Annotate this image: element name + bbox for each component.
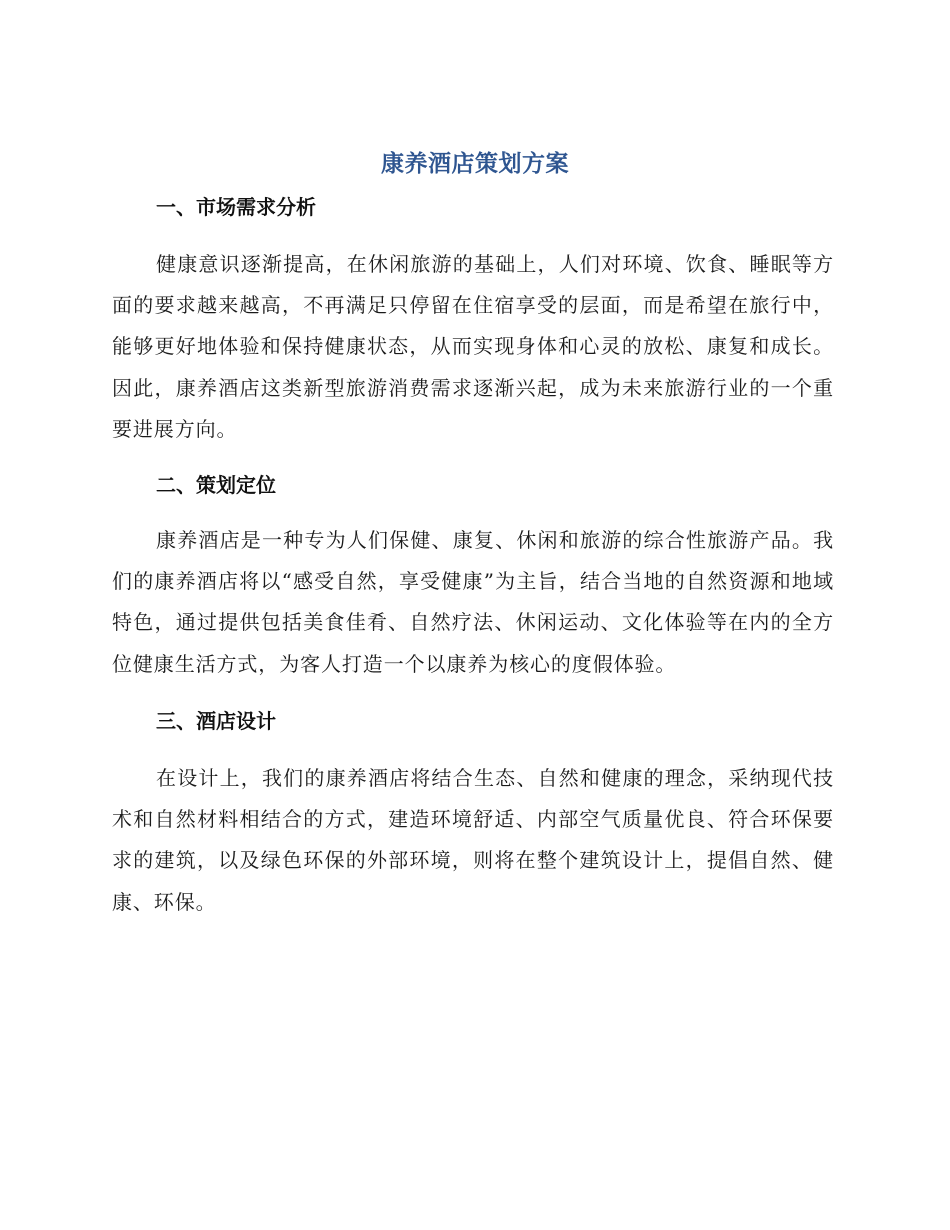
section-hotel-design bbox=[112, 706, 834, 923]
section-paragraph: 在设计上，我们的康养酒店将结合生态、自然和健康的理念，采纳现代技术和自然材料相结合的方式，建造环境舒适、内部空气质量优良、符合环保要求的建筑，以及绿色环保的外部环境，则将在整个建筑设计上，提倡自然、健康、环保。 bbox=[112, 766, 834, 914]
section-heading: 三、酒店设计 bbox=[156, 709, 276, 733]
section-paragraph: 健康意识逐渐提高，在休闲旅游的基础上，人们对环境、饮食、睡眠等方面的要求越来越高，不再满足只停留在住宿享受的层面，而是希望在旅行中，能够更好地体验和保持健康状态，从而实现身体和心灵的放松、康复和成长。因此，康养酒店这类新型旅游消费需求逐渐兴起，成为未来旅游行业的一个重要进展方向。 bbox=[112, 252, 834, 441]
section-heading: 一、市场需求分析 bbox=[156, 195, 316, 219]
page-title: 康养酒店策划方案 bbox=[381, 151, 569, 177]
section-market-analysis bbox=[112, 192, 834, 450]
section-heading: 二、策划定位 bbox=[156, 473, 276, 497]
section-positioning bbox=[112, 470, 834, 685]
section-paragraph: 康养酒店是一种专为人们保健、康复、休闲和旅游的综合性旅游产品。我们的康养酒店将以“感受自然，享受健康”为主旨，结合当地的自然资源和地域特色，通过提供包括美食佳肴、自然疗法、休闲运动、文化体验等在内的全方位健康生活方式，为客人打造一个以康养为核心的度假体验。 bbox=[112, 528, 834, 676]
